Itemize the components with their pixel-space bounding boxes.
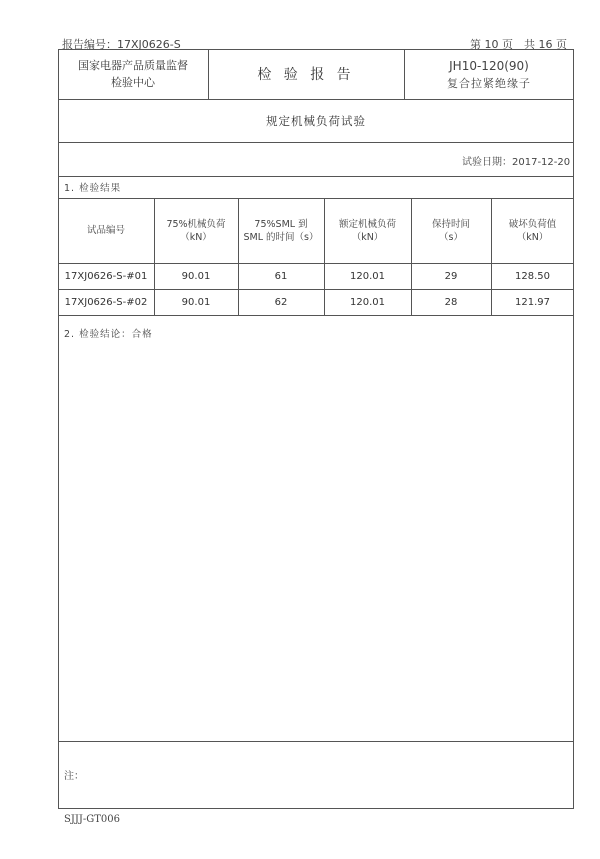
divider [58,741,574,742]
report-title: 检 验 报 告 [257,67,355,83]
col-header-75pct-load [154,198,238,263]
col-header-unit: （kN） [180,231,212,243]
col-header-line: 75%SML 到 [254,218,308,230]
form-code: SJJJ-GT006 [64,814,121,825]
table-cell: 17XJ0626-S-#02 [64,296,148,308]
test-date: 试验日期：2017-12-20 [462,157,571,168]
col-header-line: 75%机械负荷 [166,218,226,230]
note-label: 注： [64,771,84,782]
table-cell: 120.01 [350,270,385,282]
col-header-sample-id [58,198,154,263]
col-header-line: 额定机械负荷 [338,218,396,230]
table-cell: 120.01 [350,296,385,308]
issuing-organization [58,49,208,99]
section-title: 规定机械负荷试验 [266,113,366,128]
section-title-cell [58,99,574,142]
table-cell: 90.01 [181,270,211,282]
col-header-line: 保持时间 [431,218,470,230]
col-header-unit: （kN） [351,231,384,243]
divider [58,142,574,143]
product-cell [404,49,574,99]
report-title-cell [208,49,404,99]
results-heading: 1. 检验结果 [64,183,122,194]
page-info: 第 10 页 共 16 页 [470,38,567,51]
table-cell: 17XJ0626-S-#01 [64,270,148,282]
col-header-ramp-time [238,198,324,263]
product-model: JH10-120(90) [449,58,529,73]
org-line-2: 检验中心 [111,76,155,89]
org-line-1: 国家电器产品质量监督 [78,59,188,72]
table-cell: 128.50 [515,270,550,282]
conclusion-text: 2. 检验结论：合格 [64,329,153,340]
col-header-unit: SML 的时间（s） [243,231,319,243]
col-header-unit: （s） [439,231,463,243]
table-cell: 61 [274,270,288,282]
col-header-failing-load [491,198,574,263]
table-cell: 62 [274,296,288,308]
divider [58,315,574,316]
col-header-line: 试品编号 [86,225,125,236]
col-header-hold-time [411,198,491,263]
col-header-unit: （kN） [516,231,549,243]
report-number: 报告编号：17XJ0626-S [62,38,181,51]
table-cell: 29 [444,270,458,282]
divider [58,176,574,177]
table-cell: 28 [444,296,458,308]
table-cell: 90.01 [181,296,211,308]
product-name: 复合拉紧绝缘子 [447,76,531,90]
col-header-rated-load [324,198,411,263]
table-cell: 121.97 [515,296,550,308]
col-header-line: 破坏负荷值 [508,218,557,230]
